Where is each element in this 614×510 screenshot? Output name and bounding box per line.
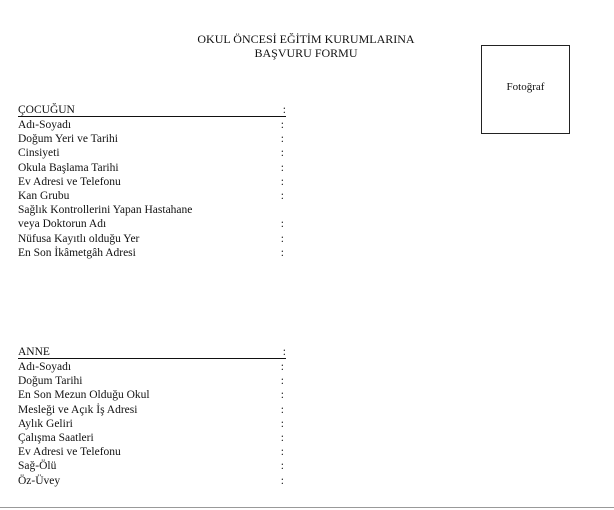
mother-field-label: Sağ-Ölü	[18, 460, 57, 473]
child-field-row	[18, 232, 286, 246]
mother-field-row	[18, 388, 286, 402]
mother-field-label: Doğum Tarihi	[18, 375, 83, 388]
field-colon: :	[280, 133, 284, 146]
mother-field-row	[18, 360, 286, 374]
child-field-label: Kan Grubu	[18, 189, 70, 202]
mother-heading: ANNE	[18, 346, 50, 358]
child-field-row	[18, 175, 286, 189]
page-bottom-divider	[0, 507, 614, 508]
mother-field-label: Öz-Üvey	[18, 474, 61, 487]
child-heading: ÇOCUĞUN	[18, 104, 75, 116]
mother-field-row	[18, 403, 286, 417]
mother-field-label: En Son Mezun Olduğu Okul	[18, 389, 150, 402]
child-field-label: Sağlık Kontrollerini Yapan Hastahane	[18, 204, 193, 217]
child-field-label: Nüfusa Kayıtlı olduğu Yer	[18, 232, 140, 245]
field-colon: :	[280, 218, 284, 231]
mother-section	[18, 345, 286, 488]
field-colon: :	[280, 175, 284, 188]
field-colon: :	[280, 232, 284, 245]
field-colon: :	[280, 119, 284, 131]
field-colon: :	[280, 189, 284, 202]
field-colon: :	[280, 446, 284, 459]
mother-field-label: Adı-Soyadı	[18, 361, 72, 373]
field-colon: :	[280, 474, 284, 487]
child-field-row	[18, 203, 286, 217]
child-section	[18, 103, 286, 260]
field-colon: :	[280, 417, 284, 430]
mother-field-row	[18, 417, 286, 431]
mother-field-label: Aylık Geliri	[18, 417, 73, 430]
child-heading-row	[18, 103, 286, 117]
child-field-label: veya Doktorun Adı	[18, 218, 107, 231]
mother-heading-row	[18, 345, 286, 359]
mother-field-row	[18, 431, 286, 445]
field-colon: :	[280, 403, 284, 416]
mother-field-label: Ev Adresi ve Telefonu	[18, 446, 121, 459]
field-colon: :	[280, 375, 284, 388]
child-field-row	[18, 189, 286, 203]
child-field-row	[18, 217, 286, 231]
form-title-line2: BAŞVURU FORMU	[254, 46, 358, 60]
child-field-row	[18, 161, 286, 175]
child-field-label: Okula Başlama Tarihi	[18, 161, 119, 174]
field-colon: :	[280, 431, 284, 444]
child-field-label: En Son İkâmetgâh Adresi	[18, 246, 136, 259]
form-title-line1: OKUL ÖNCESİ EĞİTİM KURUMLARINA	[197, 32, 415, 46]
child-field-row	[18, 146, 286, 160]
child-field-label: Adı-Soyadı	[18, 119, 72, 131]
photo-label: Fotoğraf	[506, 81, 545, 93]
child-field-label: Cinsiyeti	[18, 147, 60, 160]
child-field-label: Doğum Yeri ve Tarihi	[18, 133, 118, 146]
form-title	[150, 32, 462, 60]
field-colon: :	[280, 161, 284, 174]
photo-box	[481, 45, 570, 134]
child-field-label: Ev Adresi ve Telefonu	[18, 175, 121, 188]
mother-field-label: Çalışma Saatleri	[18, 431, 94, 444]
mother-field-row	[18, 474, 286, 488]
field-colon: :	[280, 147, 284, 160]
mother-field-row	[18, 459, 286, 473]
field-colon: :	[280, 389, 284, 402]
child-field-row	[18, 132, 286, 146]
mother-field-label: Mesleği ve Açık İş Adresi	[18, 403, 138, 416]
child-field-row	[18, 246, 286, 260]
field-colon: :	[280, 361, 284, 373]
child-heading-colon: :	[282, 104, 286, 116]
mother-field-row	[18, 374, 286, 388]
child-field-row	[18, 118, 286, 132]
field-colon: :	[280, 460, 284, 473]
field-colon: :	[280, 246, 284, 259]
mother-heading-colon: :	[282, 346, 286, 358]
mother-field-row	[18, 445, 286, 459]
